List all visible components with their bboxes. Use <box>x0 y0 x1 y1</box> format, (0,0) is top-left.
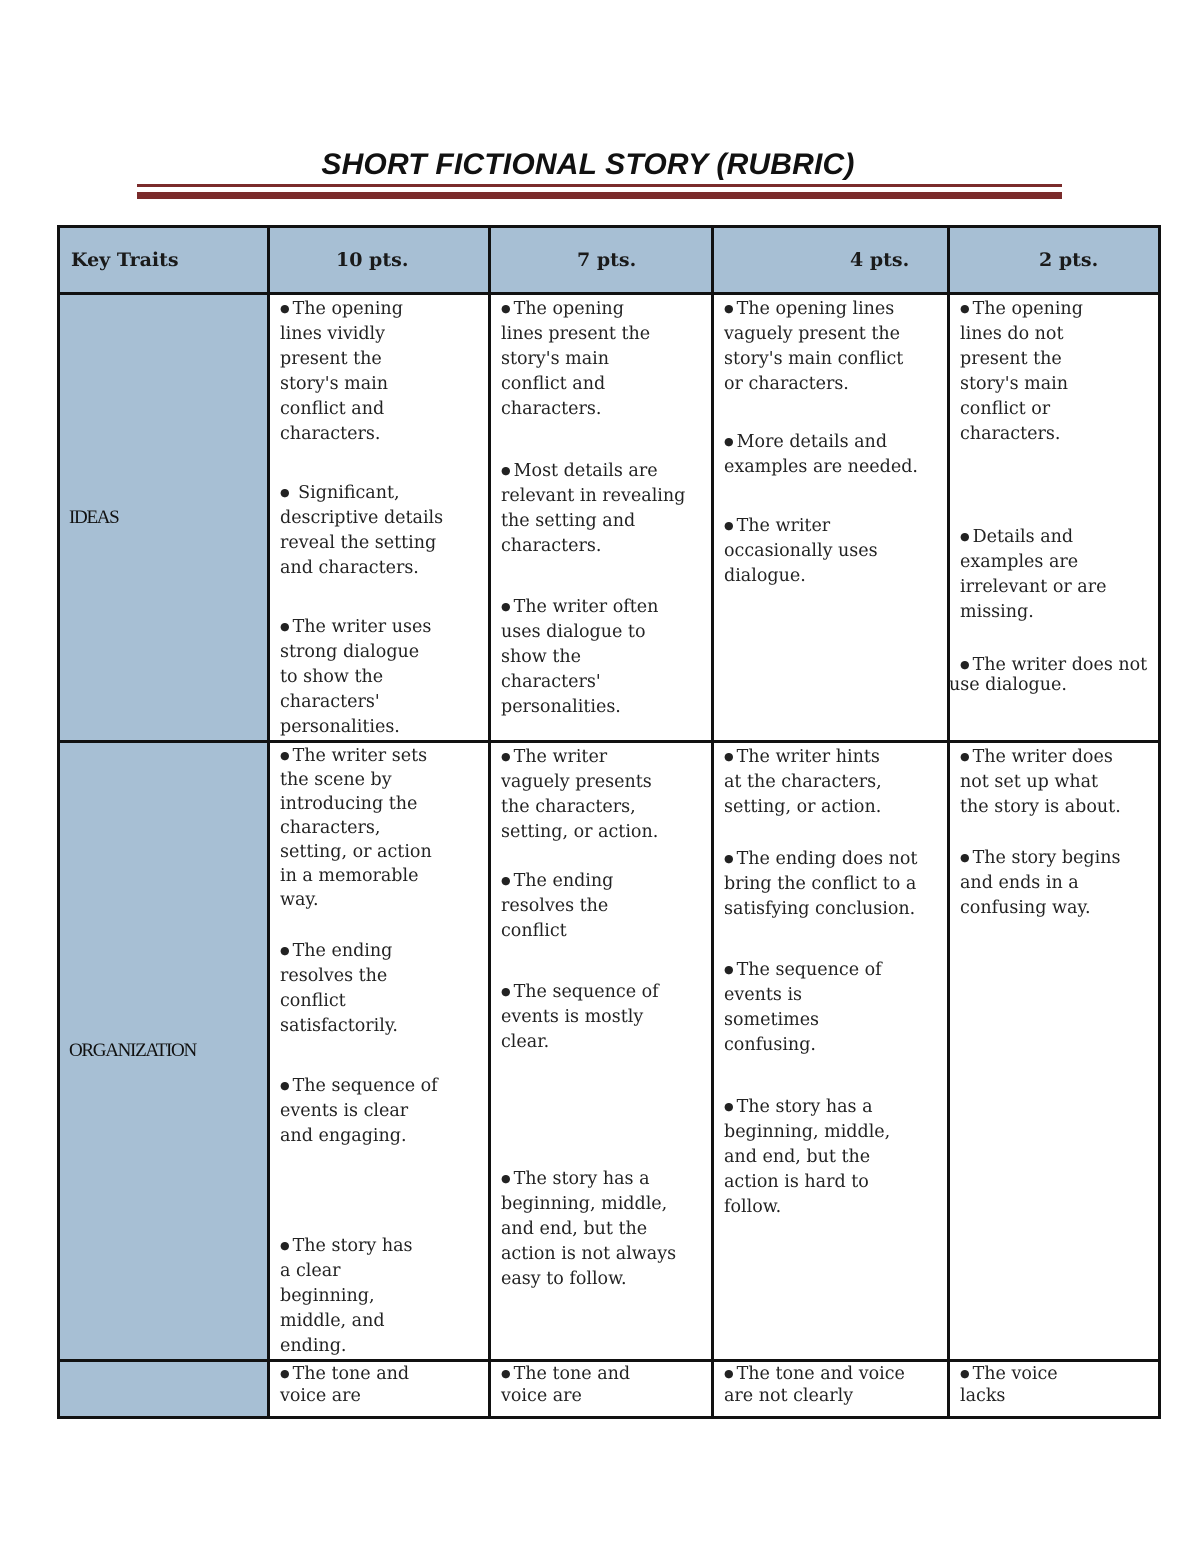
header-7-pts: 7 pts. <box>490 227 713 294</box>
criterion: ● Significant, descriptive details reveal the setting and characters. <box>280 483 444 578</box>
criterion: ● The writer does not set up what the story is about. <box>960 747 1121 817</box>
criterion: ● The ending does not bring the conflict to a satisfying conclusion. <box>724 849 918 919</box>
criteria-cell-4 <box>713 742 949 1361</box>
criteria-cell-2 <box>949 742 1160 1361</box>
bullet-icon: ● <box>960 851 970 864</box>
criterion: ● More details and examples are needed. <box>724 432 918 477</box>
criterion: ● The story has a clear beginning, middle, and ending. <box>280 1236 413 1356</box>
header-row <box>59 227 1160 294</box>
bullet-icon: ● <box>501 600 511 613</box>
rubric-table <box>57 225 1161 1419</box>
bullet-icon: ● <box>280 944 290 957</box>
bullet-icon: ● <box>280 1239 290 1252</box>
criterion: ● The tone and voice are not clearly <box>724 1364 905 1406</box>
header-10-pts: 10 pts. <box>269 227 490 294</box>
criteria-cell-4 <box>713 294 949 742</box>
trait-cell-organization <box>59 742 269 1361</box>
rubric-row-ideas <box>59 294 1160 742</box>
bullet-icon: ● <box>724 1367 734 1380</box>
bullet-icon: ● <box>280 1079 290 1092</box>
bullet-icon: ● <box>724 750 734 763</box>
bullet-icon: ● <box>280 1367 290 1380</box>
bullet-icon: ● <box>960 1367 970 1380</box>
criterion: ● The writer often uses dialogue to show the characters' personalities. <box>501 597 659 717</box>
criterion: ● The writer hints at the characters, setting, or action. <box>724 747 882 817</box>
criteria-cell-7 <box>490 294 713 742</box>
bullet-icon: ● <box>501 302 511 315</box>
bullet-icon: ● <box>501 1172 511 1185</box>
criteria-cell-10 <box>269 742 490 1361</box>
title-underline-thin <box>137 184 1062 187</box>
criterion: ● The opening lines do not present the story's main conflict or characters. <box>960 299 1083 444</box>
criterion: ● The sequence of events is mostly clear. <box>501 982 659 1052</box>
bullet-icon: ● <box>501 750 511 763</box>
criterion: ● The writer vaguely presents the characters, setting, or action. <box>501 747 659 842</box>
criterion: ● The voice lacks <box>960 1364 1058 1406</box>
trait-name: IDEAS <box>69 506 119 528</box>
criterion: ● The tone and voice are <box>280 1364 410 1406</box>
criterion: ● The ending resolves the conflict <box>501 871 614 941</box>
criterion: ● Details and examples are irrelevant or are missing. <box>960 527 1107 622</box>
criterion: ● The story has a beginning, middle, and end, but the action is hard to follow. <box>724 1097 891 1217</box>
header-key-traits: Key Traits <box>59 227 269 294</box>
bullet-icon: ● <box>280 486 290 499</box>
header-2-pts: 2 pts. <box>949 227 1160 294</box>
criterion: ● The sequence of events is sometimes confusing. <box>724 960 882 1055</box>
document-title: SHORT FICTIONAL STORY (RUBRIC) <box>321 148 855 181</box>
bullet-icon: ● <box>501 1367 511 1380</box>
criterion: ● The sequence of events is clear and engaging. <box>280 1076 438 1146</box>
bullet-icon: ● <box>960 302 970 315</box>
criterion: ● The writer occasionally uses dialogue. <box>724 516 878 586</box>
criterion: ● Most details are relevant in revealing the setting and characters. <box>501 461 686 556</box>
bullet-icon: ● <box>280 620 290 633</box>
criteria-cell-10 <box>269 1361 490 1418</box>
criterion: ● The tone and voice are <box>501 1364 631 1406</box>
bullet-icon: ● <box>960 750 970 763</box>
rubric-row-organization <box>59 742 1160 1361</box>
criteria-cell-4 <box>713 1361 949 1418</box>
trait-cell-voice <box>59 1361 269 1418</box>
bullet-icon: ● <box>280 749 290 762</box>
criterion: ● The opening lines vaguely present the story's main conflict or characters. <box>724 299 904 394</box>
bullet-icon: ● <box>724 1100 734 1113</box>
header-4-pts: 4 pts. <box>713 227 949 294</box>
trait-name: ORGANIZATION <box>69 1040 196 1061</box>
criterion: ● The story begins and ends in a confusing way. <box>960 848 1121 918</box>
criteria-cell-10 <box>269 294 490 742</box>
bullet-icon: ● <box>960 530 970 543</box>
criteria-cell-7 <box>490 1361 713 1418</box>
bullet-icon: ● <box>501 985 511 998</box>
bullet-icon: ● <box>501 874 511 887</box>
bullet-icon: ● <box>724 519 734 532</box>
bullet-icon: ● <box>960 658 970 671</box>
criterion: ● The writer does not use dialogue. <box>949 655 1148 695</box>
criterion: ● The story has a beginning, middle, and end, but the action is not always easy to follow. <box>501 1169 677 1289</box>
bullet-icon: ● <box>724 435 734 448</box>
criteria-cell-2 <box>949 1361 1160 1418</box>
rubric-row-voice <box>59 1361 1160 1418</box>
trait-cell-ideas <box>59 294 269 742</box>
criterion: ● The opening lines present the story's main conflict and characters. <box>501 299 651 419</box>
criterion: ● The writer sets the scene by introducing the characters, setting, or action in a memorable way. <box>280 746 432 910</box>
criteria-cell-7 <box>490 742 713 1361</box>
criteria-cell-2 <box>949 294 1160 742</box>
bullet-icon: ● <box>724 302 734 315</box>
bullet-icon: ● <box>724 963 734 976</box>
bullet-icon: ● <box>724 852 734 865</box>
criterion: ● The ending resolves the conflict satisfactorily. <box>280 941 398 1036</box>
criterion: ● The writer uses strong dialogue to show the characters' personalities. <box>280 617 432 737</box>
title-underline-thick <box>137 192 1062 199</box>
criterion: ● The opening lines vividly present the story's main conflict and characters. <box>280 299 403 444</box>
bullet-icon: ● <box>280 302 290 315</box>
bullet-icon: ● <box>501 464 511 477</box>
